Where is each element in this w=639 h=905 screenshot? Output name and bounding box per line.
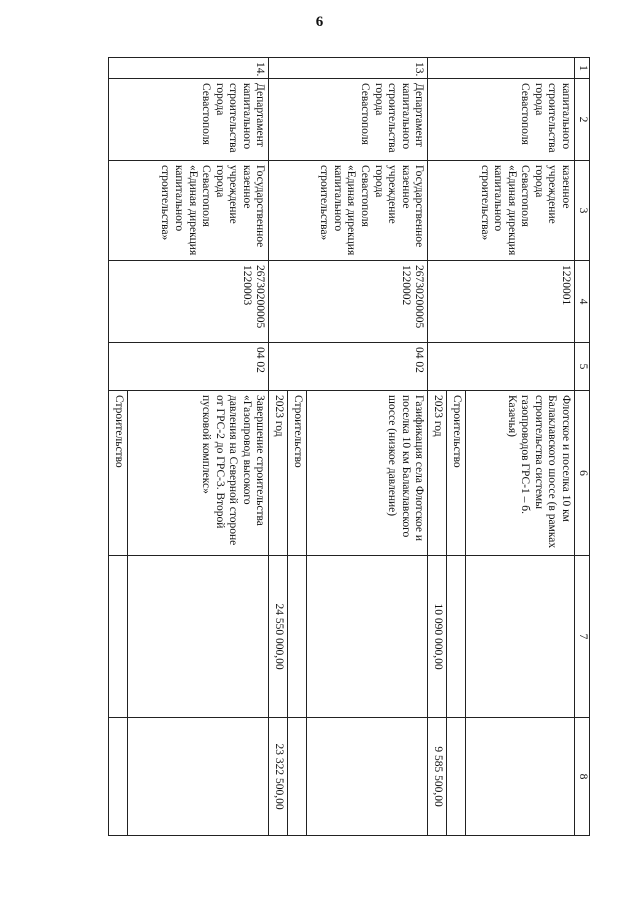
- cell-object: Газификация села Флотское и поселка 10 км Балаклавского шоссе (низкое давление): [306, 391, 427, 556]
- cell-amount-7: [127, 556, 269, 718]
- cell-section: 04 02: [109, 343, 269, 391]
- cell-code: 1220001: [428, 261, 575, 343]
- cell-amount-7: 24 550 000,00: [269, 556, 288, 718]
- header-col-1: 1: [575, 58, 590, 79]
- cell-num: 14.: [109, 58, 269, 79]
- cell-code: 26730200005 1220002: [269, 261, 428, 343]
- header-col-2: 2: [575, 79, 590, 161]
- cell-empty: [288, 556, 307, 718]
- cell-dept: Департамент капитального строительства города Севастополя: [269, 79, 428, 161]
- header-col-5: 5: [575, 343, 590, 391]
- cell-amount-7: [306, 556, 427, 718]
- cell-amount-8: [306, 718, 427, 836]
- cell-empty: [447, 556, 466, 718]
- cell-year: 2023 год: [428, 391, 447, 556]
- header-col-8: 8: [575, 718, 590, 836]
- cell-empty: [288, 718, 307, 836]
- cell-amount-8: [465, 718, 574, 836]
- cell-section: [428, 343, 575, 391]
- cell-amount-8: [127, 718, 269, 836]
- cell-amount-8: 23 322 500,00: [269, 718, 288, 836]
- cell-num: 13.: [269, 58, 428, 79]
- table-row-14: [127, 58, 269, 836]
- cell-empty: [447, 718, 466, 836]
- cell-institution: Государственное казенное учреждение города Севастополя «Единая дирекция капитального строительства»: [109, 161, 269, 261]
- cell-amount-7: 10 090 000,00: [428, 556, 447, 718]
- rotated-table-wrapper: [108, 57, 590, 835]
- cell-dept: Департамент капитального строительства города Севастополя: [109, 79, 269, 161]
- cell-year: 2023 год: [269, 391, 288, 556]
- cell-amount-8: 9 585 500,00: [428, 718, 447, 836]
- page-number: 6: [315, 14, 324, 30]
- cell-dept: капитального строительства города Севастополя: [428, 79, 575, 161]
- header-col-4: 4: [575, 261, 590, 343]
- budget-table: [108, 57, 590, 836]
- header-row: [575, 58, 590, 836]
- table-row-cont: [465, 58, 574, 836]
- cell-stroit: Строительство: [109, 391, 128, 556]
- cell-section: 04 02: [269, 343, 428, 391]
- cell-stroit: Строительство: [447, 391, 466, 556]
- cell-institution: казенное учреждение города Севастополя «Единая дирекция капитального строительства»: [428, 161, 575, 261]
- cell-num: [428, 58, 575, 79]
- header-col-6: 6: [575, 391, 590, 556]
- cell-institution: Государственное казенное учреждение города Севастополя «Единая дирекция капитального строительства»: [269, 161, 428, 261]
- cell-stroit: Строительство: [288, 391, 307, 556]
- header-col-7: 7: [575, 556, 590, 718]
- cell-object: Флотское и поселка 10 км Балаклавского шоссе (в рамках строительства системы газопроводов ГРС-1 – б. Казачья): [465, 391, 574, 556]
- cell-object: Завершение строительства «Газопровод высокого давления на Северной стороне от ГРС-2 до ГРС-3. Второй пусковой комплекс»: [127, 391, 269, 556]
- cell-code: 26730200005 1220003: [109, 261, 269, 343]
- table-row-13: [306, 58, 427, 836]
- cell-amount-7: [465, 556, 574, 718]
- cell-empty: [109, 718, 128, 836]
- header-col-3: 3: [575, 161, 590, 261]
- cell-empty: [109, 556, 128, 718]
